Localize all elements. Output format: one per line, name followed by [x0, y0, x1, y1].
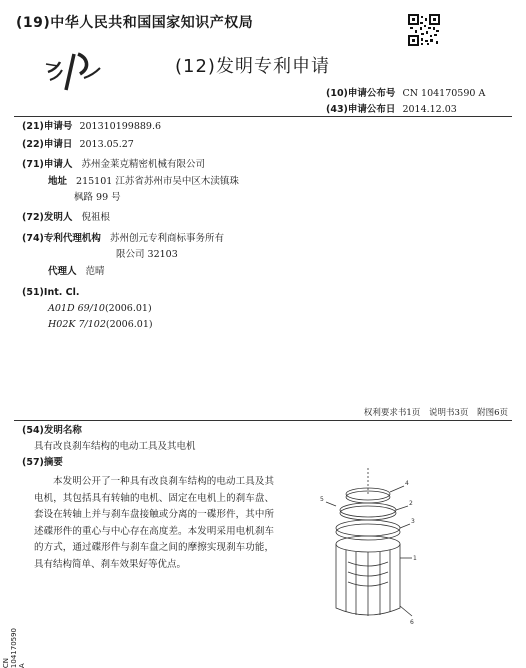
invention-name-label: (54)发明名称 [22, 425, 82, 436]
application-date-row [22, 138, 134, 152]
body-divider [14, 420, 512, 421]
address-label: 地址 [48, 176, 68, 187]
application-number-row [22, 120, 161, 134]
address-line-1: 215101 江苏省苏州市吴中区木渎镇珠 [76, 176, 239, 187]
figure-label-1: 4 [405, 480, 409, 487]
ipc-code-2: H02K 7/102 [48, 319, 106, 330]
agency-line-1: 苏州创元专利商标事务所有 [109, 233, 224, 244]
agency-label: (74)专利代理机构 [22, 233, 101, 244]
document-type-title: (12)发明专利申请 [175, 56, 330, 77]
ipc-header [22, 286, 80, 300]
publication-date-row [326, 101, 457, 115]
figure-label-4: 5 [320, 496, 324, 503]
inventor-row [22, 211, 110, 225]
agent-label: 代理人 [48, 266, 77, 277]
address-row [48, 175, 239, 189]
application-number-label: (21)申请号 [22, 121, 73, 132]
agent-row [48, 265, 105, 279]
applicant-label: (71)申请人 [22, 159, 73, 170]
patent-office-name: (19)中华人民共和国国家知识产权局 [16, 15, 254, 31]
cnipa-logo-icon [44, 50, 104, 94]
figure-label-6: 6 [410, 619, 414, 626]
agency-line-2: 限公司 32103 [116, 249, 178, 260]
invention-name-value: 具有改良刹车结构的电动工具及其电机 [34, 441, 196, 452]
qr-code-icon [408, 14, 440, 46]
ipc-label: (51)Int. Cl. [22, 287, 80, 298]
header-divider [14, 116, 512, 117]
inventor-value: 倪祖根 [81, 212, 110, 223]
publication-number-label: (10)申请公布号 [326, 88, 396, 99]
ipc-code-1: A01D 69/10 [48, 303, 105, 314]
applicant-value: 苏州金莱克精密机械有限公司 [81, 159, 205, 170]
ipc-year-2: (2006.01) [105, 319, 153, 330]
figure-label-3: 3 [411, 518, 415, 525]
abstract-text: 本发明公开了一种具有改良刹车结构的电动工具及其电机，其包括具有转轴的电机、固定在电机上的刹车盘、套设在转轴上并与刹车盘接触或分离的一碟形件，其中所述碟形件的重心与中心存在高度差。本发明采用电机刹车的方式，通过碟形件与刹车盘之间的摩擦实现刹车功能，具有结构简单、刹车效果好等优点。 [34, 476, 274, 570]
publication-number-value: CN 104170590 A [402, 88, 486, 99]
ipc-entry-1 [48, 302, 152, 316]
page-count-info: 权利要求书1页 说明书3页 附图6页 [363, 408, 508, 418]
publication-number-row [326, 85, 485, 99]
application-number-value: 201310199889.6 [79, 121, 162, 132]
ipc-year-1: (2006.01) [104, 303, 152, 314]
side-publication-tag: CN 104170590 A [2, 627, 26, 668]
application-date-value: 2013.05.27 [79, 139, 134, 150]
address-line-2: 枫路 99 号 [74, 192, 121, 203]
figure-label-5: 1 [413, 555, 417, 562]
agency-row [22, 232, 224, 246]
applicant-row [22, 158, 205, 172]
inventor-label: (72)发明人 [22, 212, 73, 223]
agent-value: 范晴 [85, 266, 105, 277]
abstract-label: (57)摘要 [22, 457, 63, 468]
publication-date-value: 2014.12.03 [402, 104, 457, 115]
representative-drawing [318, 466, 418, 631]
ipc-entry-2 [48, 318, 153, 332]
figure-label-2: 2 [409, 500, 413, 507]
application-date-label: (22)申请日 [22, 139, 73, 150]
publication-date-label: (43)申请公布日 [326, 104, 396, 115]
